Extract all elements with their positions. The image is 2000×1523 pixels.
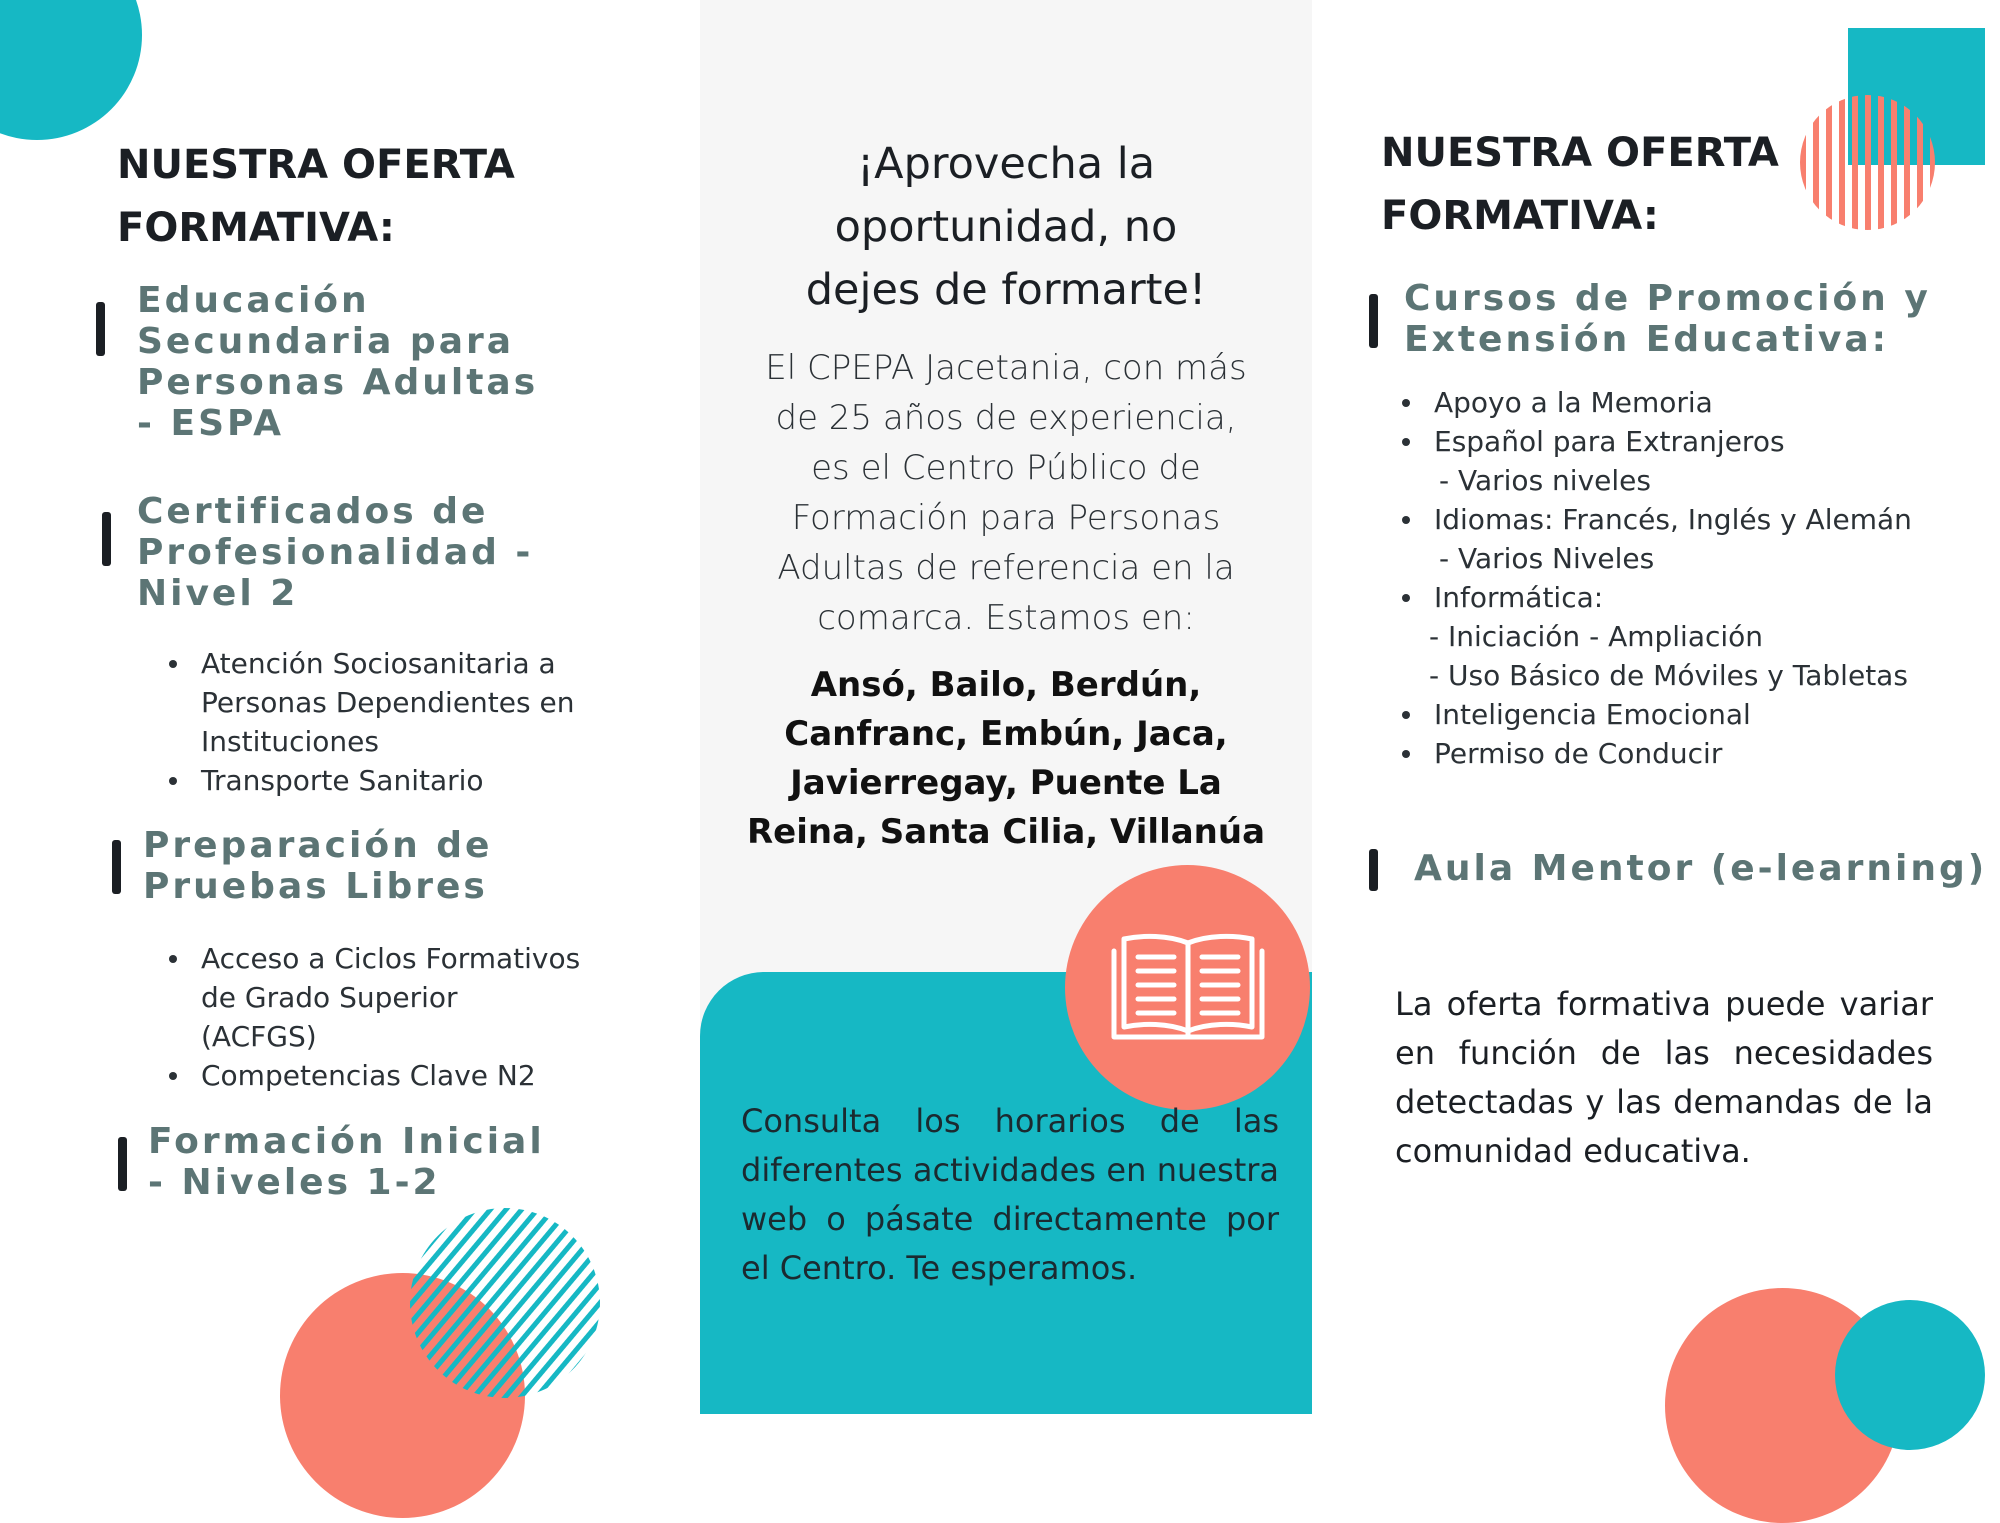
right-title (1381, 122, 1779, 248)
middle-intro-line: de 25 años de experiencia, (775, 398, 1237, 438)
section-formacion-inicial (148, 1121, 545, 1203)
section-title-line: Formación Inicial (148, 1121, 545, 1162)
bullet-icon (1402, 711, 1410, 719)
left-title-line1: NUESTRA OFERTA (117, 142, 515, 188)
decorative-striped-teal-circle (410, 1208, 600, 1398)
middle-intro-line: Formación para Personas (791, 498, 1221, 538)
bullet-icon (169, 660, 177, 668)
bullet-icon (1402, 516, 1410, 524)
section-title-line: Cursos de Promoción y (1404, 278, 1931, 319)
middle-heading-line: dejes de formarte! (805, 265, 1207, 315)
middle-intro (700, 343, 1312, 643)
cursos-list (1429, 383, 1994, 773)
section-title-line: Preparación de (143, 825, 493, 866)
middle-intro-line: comarca. Estamos en: (817, 598, 1195, 638)
list-item (1434, 695, 1994, 734)
bullet-icon (169, 1072, 177, 1080)
list-item (201, 1056, 581, 1095)
certificados-list (201, 644, 631, 800)
locations-line: Canfranc, Embún, Jaca, (784, 714, 1228, 754)
bullet-icon (1402, 399, 1410, 407)
section-marker (102, 512, 111, 566)
bullet-icon (169, 777, 177, 785)
list-item (201, 761, 631, 800)
list-item (201, 939, 581, 1056)
section-espa (137, 280, 538, 444)
section-title-line: - Niveles 1-2 (148, 1162, 441, 1203)
list-item (1434, 734, 1994, 773)
list-item-text: Acceso a Ciclos Formativos de Grado Superior (ACFGS) (201, 942, 581, 1053)
list-item-text: Permiso de Conducir (1434, 737, 1723, 770)
section-marker (1369, 849, 1378, 891)
section-title-line: Extensión Educativa: (1404, 319, 1890, 360)
section-title-line: Educación (137, 280, 370, 321)
section-marker (112, 840, 121, 894)
locations (700, 661, 1312, 857)
list-item (1434, 383, 1994, 422)
pruebas-list (201, 939, 581, 1095)
variation-note: La oferta formativa puede variar en función de las necesidades detectadas y las demandas de la comunidad educativa. (1395, 985, 1933, 1170)
section-title-line: Certificados de (137, 491, 489, 532)
section-title-line: Personas Adultas (137, 362, 539, 403)
section-marker (1369, 294, 1378, 348)
section-cursos-promocion (1404, 278, 1931, 360)
decorative-teal-circle-bottom-right (1835, 1300, 1985, 1450)
list-item-text: Informática: (1434, 581, 1604, 614)
right-title-line2: FORMATIVA: (1381, 193, 1659, 239)
bullet-icon (1402, 594, 1410, 602)
middle-heading-line: ¡Aprovecha la (856, 139, 1156, 189)
list-item-text: Atención Sociosanitaria a Personas Dependientes en Instituciones (201, 647, 575, 758)
consult-text: Consulta los horarios de las diferentes actividades en nuestra web o pásate directamente por el Centro. Te esperamos. (741, 1102, 1279, 1287)
decorative-teal-circle-top-left (0, 0, 142, 140)
bullet-icon (1402, 438, 1410, 446)
decorative-striped-coral-circle (1800, 95, 1935, 230)
middle-heading (700, 133, 1312, 322)
section-marker (118, 1137, 127, 1191)
right-title-line1: NUESTRA OFERTA (1381, 130, 1779, 176)
section-title-line: - ESPA (137, 403, 284, 444)
list-item (201, 644, 631, 761)
section-title-line: Nivel 2 (137, 573, 299, 614)
section-title-line: Pruebas Libres (143, 866, 488, 907)
list-item-text: Transporte Sanitario (201, 764, 484, 797)
list-subitem: - Iniciación - Ampliación (1429, 620, 1764, 653)
middle-heading-line: oportunidad, no (834, 202, 1178, 252)
section-title-line: Secundaria para (137, 321, 515, 362)
list-item (1434, 578, 1994, 617)
list-subitem: - Varios niveles (1439, 464, 1651, 497)
locations-line: Reina, Santa Cilia, Villanúa (746, 812, 1266, 852)
section-aula-mentor: Aula Mentor (e-learning) (1414, 848, 1988, 889)
bullet-icon (169, 955, 177, 963)
list-item-text: Idiomas: Francés, Inglés y Alemán (1434, 503, 1912, 536)
list-item-text: Apoyo a la Memoria (1434, 386, 1713, 419)
list-item-text: Competencias Clave N2 (201, 1059, 536, 1092)
list-item (1434, 500, 1994, 539)
left-title (117, 134, 515, 260)
open-book-icon (1108, 925, 1268, 1045)
middle-intro-line: es el Centro Público de (811, 448, 1201, 488)
list-item-text: Inteligencia Emocional (1434, 698, 1751, 731)
locations-line: Ansó, Bailo, Berdún, (810, 665, 1202, 705)
middle-intro-line: Adultas de referencia en la (777, 548, 1235, 588)
list-subitem: - Uso Básico de Móviles y Tabletas (1429, 659, 1908, 692)
list-item-text: Español para Extranjeros (1434, 425, 1785, 458)
section-marker (96, 302, 105, 356)
section-pruebas-libres (143, 825, 492, 907)
list-subitem: - Varios Niveles (1439, 542, 1655, 575)
bullet-icon (1402, 750, 1410, 758)
section-certificados (137, 491, 533, 614)
locations-line: Javierregay, Puente La (790, 763, 1222, 803)
left-title-line2: FORMATIVA: (117, 205, 395, 251)
middle-intro-line: El CPEPA Jacetania, con más (765, 348, 1247, 388)
list-item (1434, 422, 1994, 461)
section-title-line: Profesionalidad - (137, 532, 534, 573)
